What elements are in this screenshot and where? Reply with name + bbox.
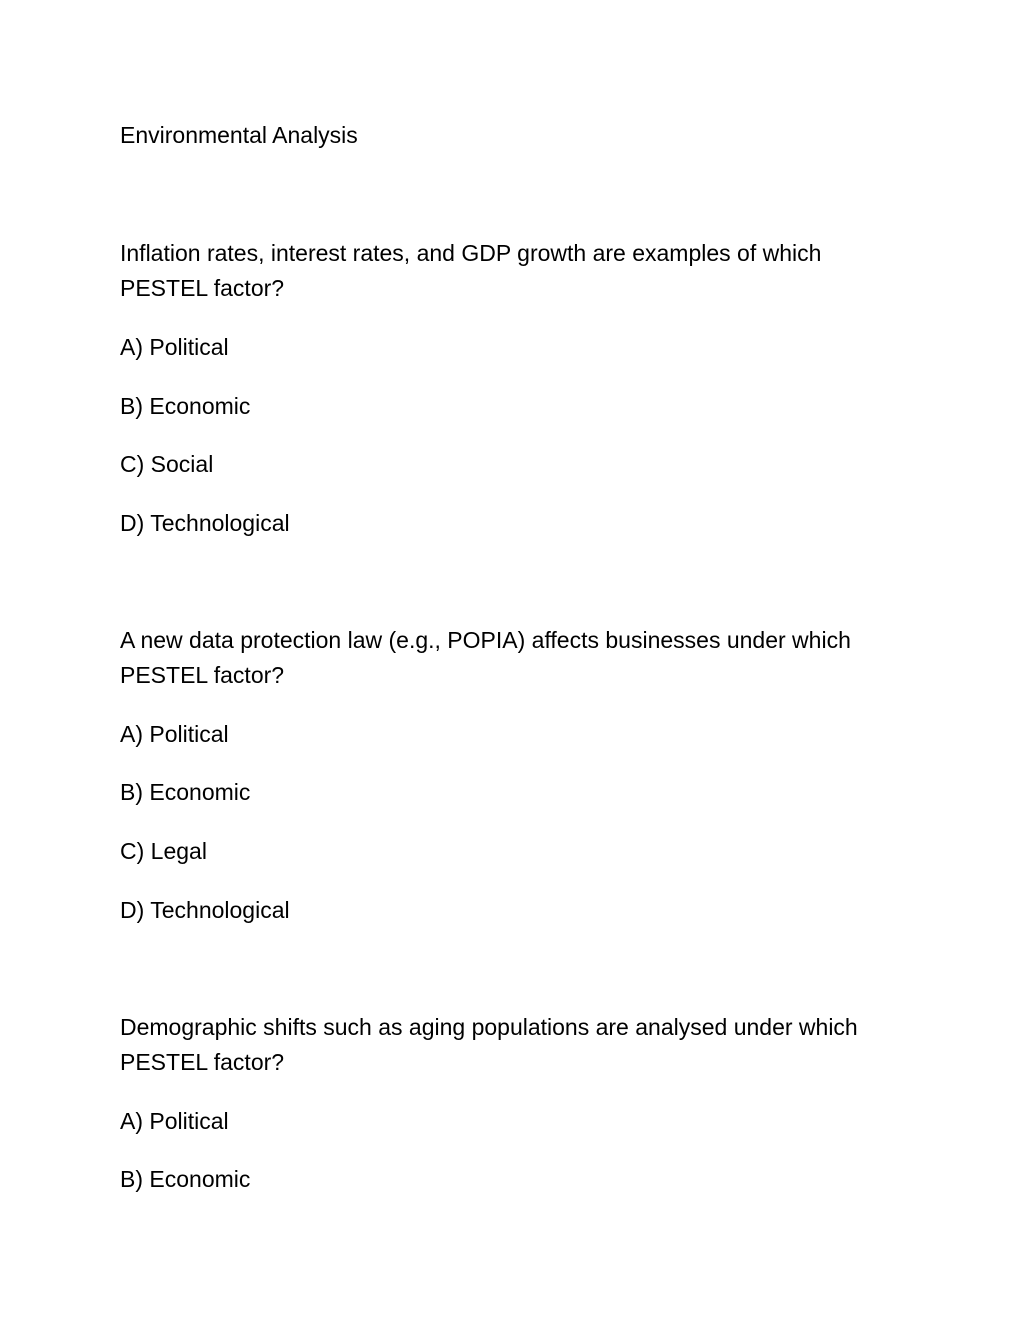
question-1-option-b: B) Economic <box>120 393 251 419</box>
question-3-option-b: B) Economic <box>120 1166 251 1192</box>
question-2-text: A new data protection law (e.g., POPIA) affects businesses under which PESTEL factor? <box>120 627 851 688</box>
question-1-option-c: C) Social <box>120 451 214 477</box>
question-2-option-b: B) Economic <box>120 779 251 805</box>
question-1-option-d: D) Technological <box>120 510 290 536</box>
question-1-option-a: A) Political <box>120 334 229 360</box>
question-2-option-d: D) Technological <box>120 897 290 923</box>
question-2-option-a: A) Political <box>120 721 229 747</box>
document-title: Environmental Analysis <box>120 122 358 148</box>
question-3-option-a: A) Political <box>120 1108 229 1134</box>
question-1-text: Inflation rates, interest rates, and GDP growth are examples of which PESTEL factor? <box>120 240 822 301</box>
question-2-option-c: C) Legal <box>120 838 207 864</box>
question-3-text: Demographic shifts such as aging populations are analysed under which PESTEL factor? <box>120 1014 858 1075</box>
